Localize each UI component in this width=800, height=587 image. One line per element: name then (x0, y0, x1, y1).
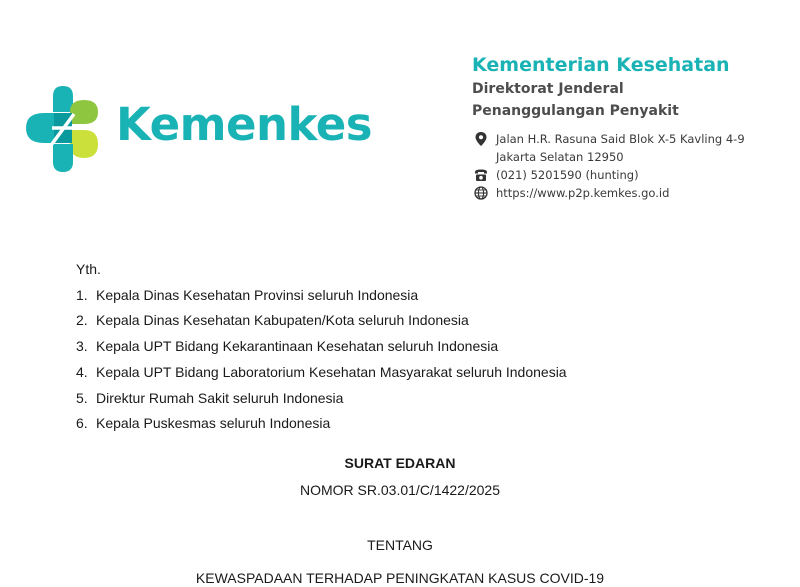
list-item: 2. Kepala Dinas Kesehatan Kabupaten/Kota seluruh Indonesia (76, 312, 469, 329)
kemenkes-logo-icon (26, 86, 102, 172)
contact-info (472, 130, 792, 202)
phone-row (472, 166, 792, 184)
globe-icon (472, 184, 490, 202)
directorate-line-2: Penanggulangan Penyakit (472, 103, 679, 119)
recipient-list (76, 257, 776, 437)
brand-wordmark: Kemenkes (116, 98, 373, 151)
letter-number: NOMOR SR.03.01/C/1422/2025 (300, 482, 500, 498)
letter-subject: KEWASPADAAN TERHADAP PENINGKATAN KASUS COVID-19 (195, 570, 605, 586)
letter-type: SURAT EDARAN (344, 455, 456, 471)
letter-about: TENTANG (367, 537, 433, 553)
address-line-1: Jalan H.R. Rasuna Said Blok X-5 Kavling 4-9 (496, 132, 745, 146)
list-item: 5. Direktur Rumah Sakit seluruh Indonesia (76, 389, 344, 406)
phone-number: (021) 5201590 (hunting) (496, 168, 639, 182)
salutation: Yth. (76, 261, 101, 277)
directorate-line-1: Direktorat Jenderal (472, 81, 624, 97)
address-row (472, 130, 792, 148)
phone-icon (472, 166, 490, 184)
letterhead-info (472, 52, 792, 202)
list-item: 4. Kepala UPT Bidang Laboratorium Kesehatan Masyarakat seluruh Indonesia (76, 363, 567, 380)
list-item: 6. Kepala Puskesmas seluruh Indonesia (76, 415, 331, 432)
website-row (472, 184, 792, 202)
location-pin-icon (472, 130, 490, 148)
list-item: 3. Kepala UPT Bidang Kekarantinaan Kesehatan seluruh Indonesia (76, 338, 499, 355)
website-url[interactable]: https://www.p2p.kemkes.go.id (496, 186, 670, 200)
ministry-name: Kementerian Kesehatan (472, 54, 730, 76)
list-item: 1. Kepala Dinas Kesehatan Provinsi seluruh Indonesia (76, 286, 419, 303)
address-line-2: Jakarta Selatan 12950 (496, 150, 624, 164)
